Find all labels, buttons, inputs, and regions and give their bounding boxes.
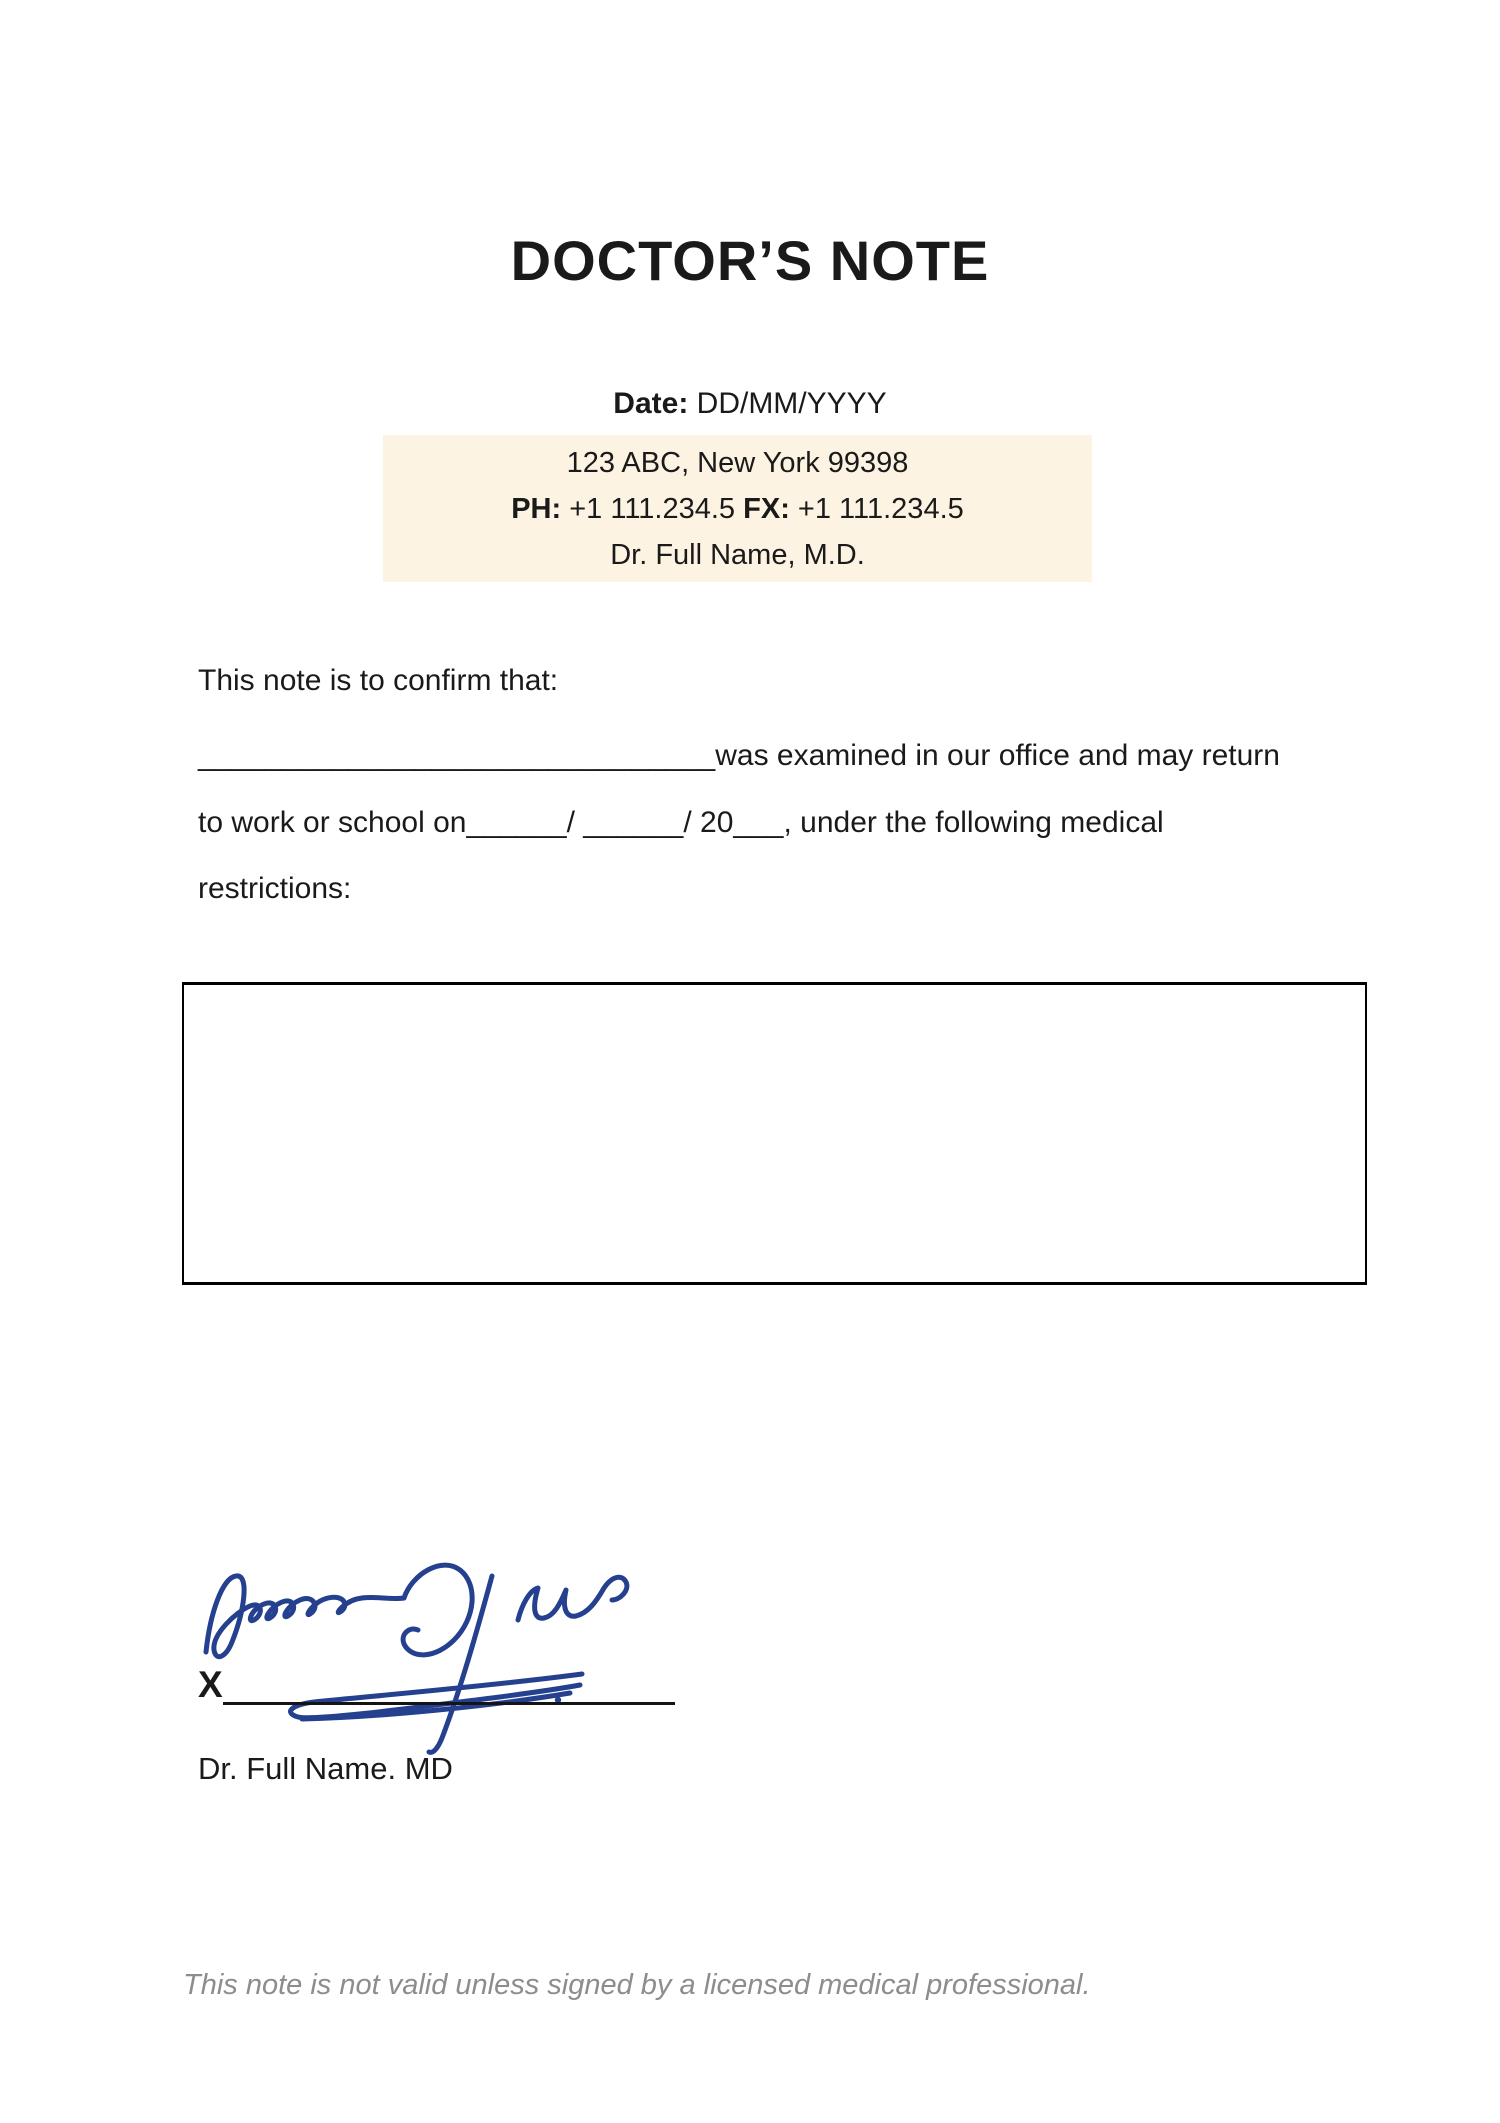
return-line-prefix: to work or school on [198, 806, 467, 839]
clinic-info-block [383, 435, 1092, 582]
date-separator-2: / 20 [683, 806, 734, 839]
restrictions-box[interactable] [182, 982, 1367, 1285]
date-label: Date: [613, 387, 689, 420]
validity-disclaimer: This note is not valid unless signed by a licensed medical professional. [183, 1969, 1091, 2001]
day-blank-field[interactable]: ______ [466, 806, 567, 839]
fax-value: +1 111.234.5 [797, 492, 964, 525]
phone-label: PH: [511, 492, 562, 525]
fax-label: FX: [743, 492, 790, 525]
signature-ink [192, 1556, 662, 1766]
date-separator-1: / [566, 806, 584, 839]
date-line [0, 384, 1500, 424]
clinic-doctor-name: Dr. Full Name, M.D. [610, 538, 865, 571]
phone-value: +1 111.234.5 [569, 492, 736, 525]
clinic-address: 123 ABC, New York 99398 [566, 446, 909, 479]
return-date-line [198, 800, 1164, 846]
restrictions-label: restrictions: [198, 872, 352, 905]
return-line-suffix: , under the following medical [783, 806, 1164, 839]
month-blank-field[interactable]: ______ [583, 806, 684, 839]
intro-line: This note is to confirm that: [198, 664, 559, 697]
year-blank-field[interactable]: ___ [733, 806, 784, 839]
page-title: DOCTOR’S NOTE [510, 229, 990, 292]
signature-x-label: X [198, 1664, 223, 1705]
date-value-field[interactable]: DD/MM/YYYY [696, 387, 887, 420]
signature-line[interactable] [223, 1702, 675, 1705]
signer-name: Dr. Full Name. MD [198, 1751, 453, 1786]
examined-line [198, 733, 1280, 779]
patient-name-blank-field[interactable]: _______________________________ [198, 739, 716, 772]
examined-text: was examined in our office and may return [715, 739, 1280, 772]
clinic-phone-fax [383, 486, 1092, 532]
